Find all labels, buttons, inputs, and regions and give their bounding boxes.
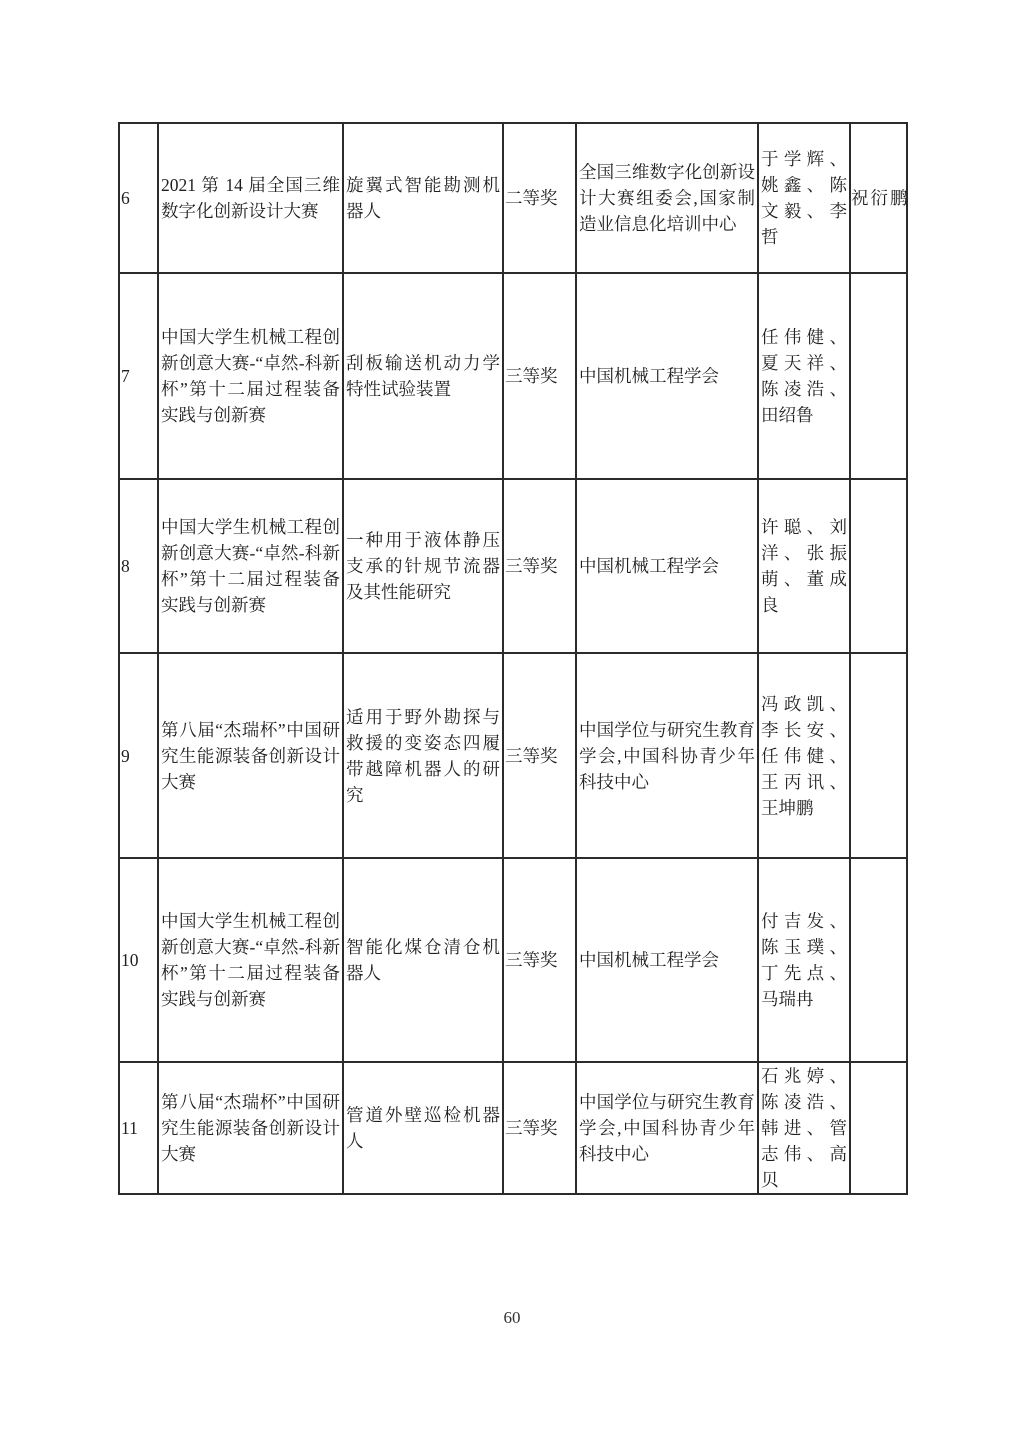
cell-award-level: 三等奖 <box>503 858 576 1062</box>
cell-row-number: 9 <box>119 653 158 858</box>
cell-team-members: 石兆婷、陈凌浩、韩进、管志伟、高贝 <box>758 1062 850 1194</box>
table-row <box>119 123 907 273</box>
cell-advisor <box>850 1062 907 1194</box>
cell-competition-name: 第八届“杰瑞杯”中国研究生能源装备创新设计大赛 <box>158 653 343 858</box>
cell-competition-name: 中国大学生机械工程创新创意大赛-“卓然-科新杯”第十二届过程装备实践与创新赛 <box>158 858 343 1062</box>
cell-team-members: 于学辉、姚鑫、陈文毅、李哲 <box>758 123 850 273</box>
cell-competition-name: 中国大学生机械工程创新创意大赛-“卓然-科新杯”第十二届过程装备实践与创新赛 <box>158 479 343 653</box>
table-row <box>119 1062 907 1194</box>
cell-advisor: 祝衍鹏 <box>850 123 907 273</box>
cell-advisor <box>850 273 907 479</box>
cell-project-name: 旋翼式智能勘测机器人 <box>343 123 503 273</box>
cell-team-members: 任伟健、夏天祥、陈凌浩、田绍鲁 <box>758 273 850 479</box>
cell-row-number: 11 <box>119 1062 158 1194</box>
cell-award-level: 三等奖 <box>503 273 576 479</box>
cell-advisor <box>850 858 907 1062</box>
cell-competition-name: 2021 第 14 届全国三维数字化创新设计大赛 <box>158 123 343 273</box>
cell-row-number: 8 <box>119 479 158 653</box>
page-number: 60 <box>503 1308 521 1327</box>
cell-organizer: 中国机械工程学会 <box>576 273 758 479</box>
cell-team-members: 冯政凯、李长安、任伟健、王丙讯、王坤鹏 <box>758 653 850 858</box>
cell-competition-name: 中国大学生机械工程创新创意大赛-“卓然-科新杯”第十二届过程装备实践与创新赛 <box>158 273 343 479</box>
cell-organizer: 中国学位与研究生教育学会,中国科协青少年科技中心 <box>576 653 758 858</box>
cell-project-name: 智能化煤仓清仓机器人 <box>343 858 503 1062</box>
cell-team-members: 付吉发、陈玉璞、丁先点、马瑞冉 <box>758 858 850 1062</box>
cell-row-number: 10 <box>119 858 158 1062</box>
cell-advisor <box>850 479 907 653</box>
cell-organizer: 中国学位与研究生教育学会,中国科协青少年科技中心 <box>576 1062 758 1194</box>
table-row <box>119 653 907 858</box>
cell-organizer: 中国机械工程学会 <box>576 858 758 1062</box>
cell-organizer: 全国三维数字化创新设计大赛组委会,国家制造业信息化培训中心 <box>576 123 758 273</box>
cell-project-name: 管道外壁巡检机器人 <box>343 1062 503 1194</box>
cell-award-level: 二等奖 <box>503 123 576 273</box>
cell-award-level: 三等奖 <box>503 653 576 858</box>
cell-competition-name: 第八届“杰瑞杯”中国研究生能源装备创新设计大赛 <box>158 1062 343 1194</box>
cell-project-name: 刮板输送机动力学特性试验装置 <box>343 273 503 479</box>
cell-project-name: 一种用于液体静压支承的针规节流器及其性能研究 <box>343 479 503 653</box>
table-row <box>119 479 907 653</box>
cell-project-name: 适用于野外勘探与救援的变姿态四履带越障机器人的研究 <box>343 653 503 858</box>
cell-award-level: 三等奖 <box>503 479 576 653</box>
cell-team-members: 许聪、刘洋、张振萌、董成良 <box>758 479 850 653</box>
awards-table <box>118 122 908 1195</box>
table-row <box>119 273 907 479</box>
table-row <box>119 858 907 1062</box>
cell-organizer: 中国机械工程学会 <box>576 479 758 653</box>
cell-award-level: 三等奖 <box>503 1062 576 1194</box>
cell-row-number: 7 <box>119 273 158 479</box>
cell-row-number: 6 <box>119 123 158 273</box>
cell-advisor <box>850 653 907 858</box>
